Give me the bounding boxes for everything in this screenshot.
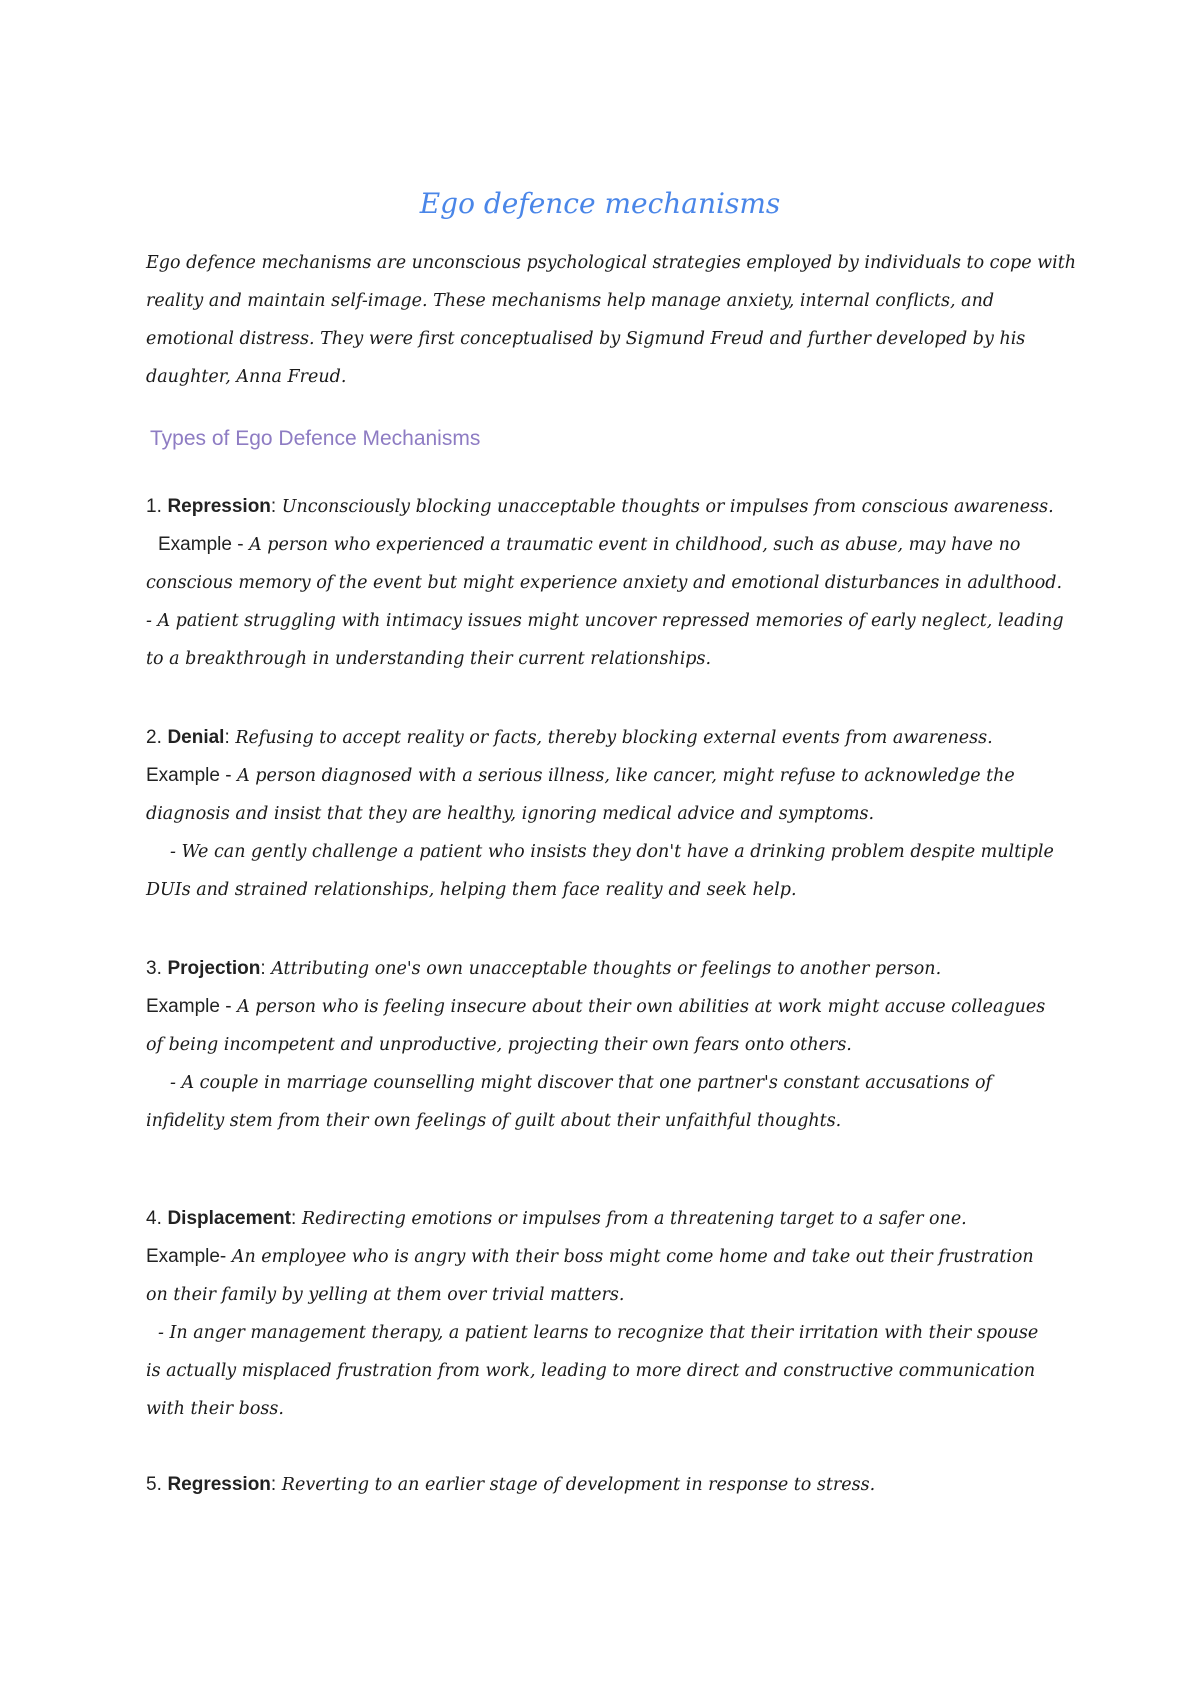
example-label: Example- — [146, 1246, 227, 1267]
mechanism-number: 4. — [146, 1208, 162, 1229]
example-line — [146, 757, 1076, 795]
mechanism-name: Regression — [167, 1474, 271, 1495]
document-title: Ego defence mechanisms — [419, 187, 781, 220]
therapy-line: - A patient struggling with intimacy issues might uncover repressed memories of early neglect, leading — [146, 611, 1064, 631]
mechanism-definition: Unconsciously blocking unacceptable thoughts or impulses from conscious awareness. — [281, 497, 1054, 517]
therapy-line: is actually misplaced frustration from work, leading to more direct and constructive communication — [146, 1361, 1036, 1381]
example-text: A person diagnosed with a serious illness, like cancer, might refuse to acknowledge the — [237, 766, 1015, 786]
mechanism-definition: Refusing to accept reality or facts, thereby blocking external events from awareness. — [235, 728, 993, 748]
mechanism-regression — [146, 1466, 1076, 1504]
mechanism-heading-line — [146, 950, 1076, 988]
mechanism-denial — [146, 719, 1076, 909]
mechanism-number: 1. — [146, 496, 162, 517]
therapy-line: - We can gently challenge a patient who insists they don't have a drinking problem despite multiple — [170, 842, 1054, 862]
example-text: A person who experienced a traumatic event in childhood, such as abuse, may have no — [249, 535, 1021, 555]
mechanism-separator: : — [290, 1208, 297, 1229]
mechanism-heading-line — [146, 1466, 1076, 1504]
mechanism-name: Projection — [167, 958, 261, 979]
mechanism-repression — [146, 488, 1076, 678]
intro-paragraph — [146, 244, 1077, 396]
mechanism-number: 3. — [146, 958, 162, 979]
example-line — [146, 1238, 1076, 1276]
mechanism-separator: : — [270, 1474, 277, 1495]
example-line: diagnosis and insist that they are healthy, ignoring medical advice and symptoms. — [146, 804, 875, 824]
example-label: Example - — [146, 765, 232, 786]
mechanism-definition: Attributing one's own unacceptable thoughts or feelings to another person. — [271, 959, 942, 979]
therapy-line: DUIs and strained relationships, helping them face reality and seek help. — [146, 880, 797, 900]
intro-line: daughter, Anna Freud. — [146, 367, 347, 387]
mechanism-separator: : — [224, 727, 230, 748]
example-line — [146, 526, 1076, 564]
mechanism-heading-line — [146, 719, 1076, 757]
therapy-line: - In anger management therapy, a patient learns to recognize that their irritation with their spouse — [158, 1323, 1039, 1343]
mechanism-number: 2. — [146, 727, 162, 748]
example-text: A person who is feeling insecure about their own abilities at work might accuse colleagues — [237, 997, 1046, 1017]
example-line: conscious memory of the event but might experience anxiety and emotional disturbances in adulthood. — [146, 573, 1063, 593]
mechanism-displacement — [146, 1200, 1076, 1428]
example-label: Example - — [146, 996, 232, 1017]
therapy-line: infidelity stem from their own feelings of guilt about their unfaithful thoughts. — [146, 1111, 842, 1131]
example-text: An employee who is angry with their boss might come home and take out their frustration — [231, 1247, 1034, 1267]
therapy-line: with their boss. — [146, 1399, 284, 1419]
mechanism-separator: : — [260, 958, 266, 979]
mechanism-name: Denial — [167, 727, 225, 748]
therapy-line: to a breakthrough in understanding their current relationships. — [146, 649, 712, 669]
example-line — [146, 988, 1076, 1026]
mechanism-name: Repression — [167, 496, 271, 517]
therapy-line: - A couple in marriage counselling might discover that one partner's constant accusations of — [170, 1073, 993, 1093]
mechanism-heading-line — [146, 1200, 1076, 1238]
example-label: Example - — [158, 534, 244, 555]
intro-line: Ego defence mechanisms are unconscious psychological strategies employed by individuals to cope with — [146, 253, 1077, 273]
example-line: on their family by yelling at them over trivial matters. — [146, 1285, 625, 1305]
section-subheading: Types of Ego Defence Mechanisms — [150, 427, 481, 450]
mechanism-definition: Redirecting emotions or impulses from a threatening target to a safer one. — [301, 1209, 967, 1229]
mechanism-name: Displacement — [167, 1208, 291, 1229]
mechanism-projection — [146, 950, 1076, 1140]
intro-line: reality and maintain self-image. These mechanisms help manage anxiety, internal conflicts, and — [146, 291, 995, 311]
mechanism-number: 5. — [146, 1474, 162, 1495]
mechanism-separator: : — [270, 496, 277, 517]
intro-line: emotional distress. They were first conceptualised by Sigmund Freud and further developed by his — [146, 329, 1026, 349]
mechanism-heading-line — [146, 488, 1076, 526]
mechanism-definition: Reverting to an earlier stage of development in response to stress. — [281, 1475, 876, 1495]
example-line: of being incompetent and unproductive, projecting their own fears onto others. — [146, 1035, 852, 1055]
